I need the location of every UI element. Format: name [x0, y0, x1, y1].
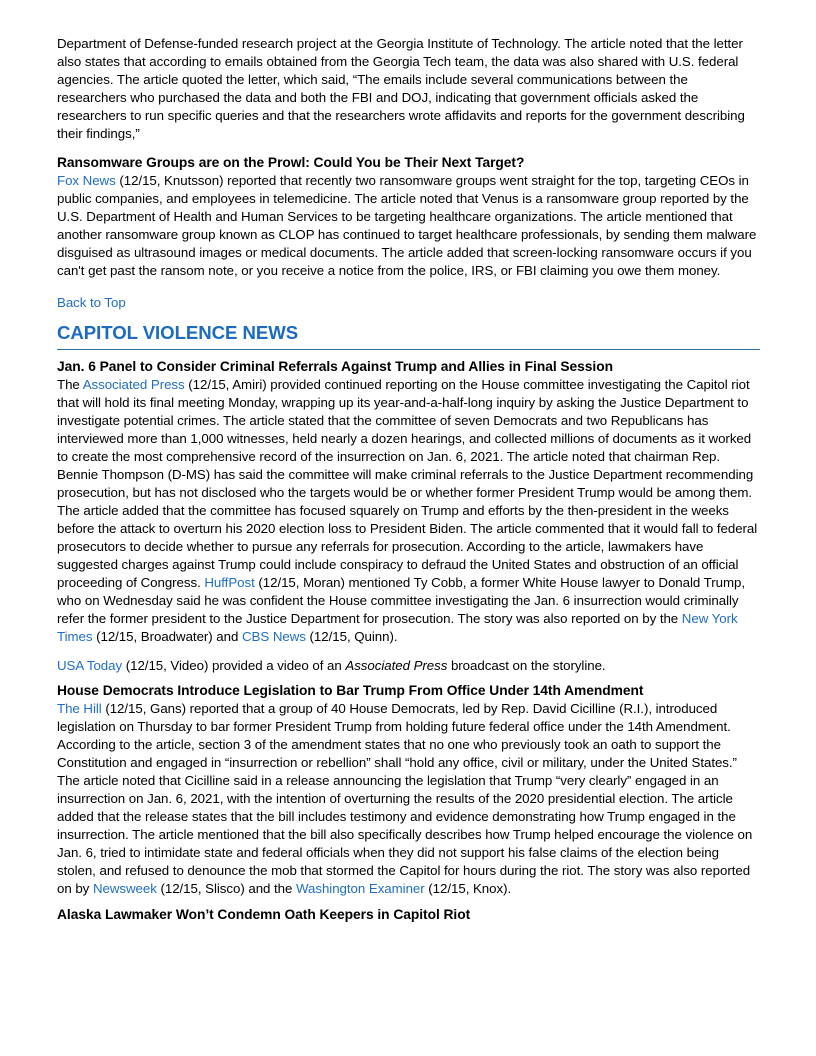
usatoday-paragraph — [57, 657, 760, 675]
source-link-huffpost[interactable]: HuffPost — [204, 575, 255, 590]
source-link-usa-today[interactable]: USA Today — [57, 658, 123, 673]
article-headline: Alaska Lawmaker Won’t Condemn Oath Keepers in Capitol Riot — [57, 907, 471, 922]
section-heading — [57, 320, 760, 350]
article-text: (12/15, Moran) mentioned Ty Cobb, a former White House lawyer to Donald Trump, who on Wednesday said he was confident the House committee investigating the Jan. 6 insurrection would criminally refer the former president to the Justice Department for prosecution. The story was also reported on by the — [57, 575, 745, 626]
article-text: (12/15, Quinn). — [305, 629, 398, 644]
article-text: (12/15, Video) provided a video of an — [122, 658, 346, 673]
source-link-newsweek[interactable]: Newsweek — [92, 881, 157, 896]
article-headline: House Democrats Introduce Legislation to Bar Trump From Office Under 14th Amendment — [57, 683, 644, 698]
article-text: (12/15, Gans) reported that a group of 40 House Democrats, led by Rep. David Cicilline (R.I.), introduced legislation on Thursday to bar former President Trump from holding future federal office under the 14th Amendment. According to the article, section 3 of the amendment states that no one who previously took an oath to support the Constitution and engaged in “insurrection or rebellion” shall “hold any office, civil or military, under the United States.” The article noted that Cicilline said in a release announcing the legislation that Trump “very clearly” engaged in an insurrection on Jan. 6, 2021, with the intention of overturning the results of the 2020 presidential election. The article added that the release states that the bill includes testimony and evidence demonstrating how Trump engaged in the insurrection. The article mentioned that the bill also specifically describes how Trump helped encourage the violence on Jan. 6, tried to intimidate state and federal officials when they did not support his false claims of the election being stolen, and refused to denounce the mob that stormed the Capitol for hours during the riot. The story was also reported on by — [57, 701, 753, 896]
article-body — [57, 376, 760, 646]
article-house-democrats — [57, 682, 760, 898]
article-text: (12/15, Knutsson) reported that recently two ransomware groups went straight for the top, targeting CEOs in public companies, and employees in telemedicine. The article noted that Venus is a ransomware group reported by the U.S. Department of Health and Human Services to be targeting healthcare organizations. The article mentioned that another ransomware group known as CLOP has continued to target healthcare professionals, by sending them malware disguised as ultrasound images or medical documents. The article added that screen-locking ransomware occurs if you can't get past the ransom note, or you receive a notice from the police, IRS, or FBI claiming you owe them money. — [57, 173, 757, 278]
article-body — [57, 700, 760, 898]
article-text-italic: Associated Press — [345, 658, 448, 673]
article-text: (12/15, Knox). — [424, 881, 512, 896]
section-title: CAPITOL VIOLENCE NEWS — [57, 322, 299, 343]
source-link-new-york-times[interactable]: New York Times — [57, 611, 738, 644]
article-alaska — [57, 906, 760, 924]
article-ransomware — [57, 154, 760, 280]
article-text: broadcast on the storyline. — [447, 658, 606, 673]
source-link-the-hill[interactable]: The Hill — [57, 701, 102, 716]
article-jan6 — [57, 358, 760, 646]
source-link-cbs-news[interactable]: CBS News — [242, 629, 306, 644]
article-headline: Ransomware Groups are on the Prowl: Could You be Their Next Target? — [57, 155, 525, 170]
document-body — [57, 35, 760, 924]
article-body — [57, 172, 760, 280]
article-text: (12/15, Broadwater) and — [92, 629, 242, 644]
source-link-fox-news[interactable]: Fox News — [57, 173, 116, 188]
article-text: (12/15, Amiri) provided continued reporting on the House committee investigating the Capitol riot that will hold its final meeting Monday, wrapping up its year-and-a-half-long inquiry by asking the Justice Department to investigate potential crimes. The article stated that the committee of seven Democrats and two Republicans has interviewed more than 1,000 witnesses, held nearly a dozen hearings, and collected millions of documents as it worked to create the most comprehensive record of the insurrection on Jan. 6, 2021. The article noted that chairman Rep. Bennie Thompson (D-MS) has said the committee will make criminal referrals to the Justice Department recommending prosecution, but has not disclosed who the targets would be or whether former President Trump would be among them. The article added that the committee has focused squarely on Trump and efforts by the then-president in the weeks before the attack to overturn his 2020 election loss to President Biden. The article commented that it would fall to federal prosecutors to decide whether to pursue any referrals for prosecution. According to the article, lawmakers have suggested charges against Trump could include conspiracy to defraud the United States and obstruction of an official proceeding of Congress. — [57, 377, 758, 590]
intro-paragraph: Department of Defense-funded research project at the Georgia Institute of Technology. The article noted that the letter also states that according to emails obtained from the Georgia Tech team, the data was also shared with U.S. federal agencies. The article quoted the letter, which said, “The emails include several communications between the researchers who purchased the data and both the FBI and DOJ, indicating that government officials asked the researchers to run specific queries and that the researchers wrote affidavits and reports for the government describing their findings,” — [57, 36, 745, 141]
article-text: (12/15, Slisco) and the — [156, 881, 297, 896]
article-headline: Jan. 6 Panel to Consider Criminal Referrals Against Trump and Allies in Final Session — [57, 359, 613, 374]
article-text: The — [57, 377, 83, 392]
back-to-top-row — [57, 294, 760, 312]
back-to-top-link[interactable]: Back to Top — [57, 295, 126, 310]
source-link-associated-press[interactable]: Associated Press — [82, 377, 185, 392]
source-link-washington-examiner[interactable]: Washington Examiner — [296, 881, 425, 896]
